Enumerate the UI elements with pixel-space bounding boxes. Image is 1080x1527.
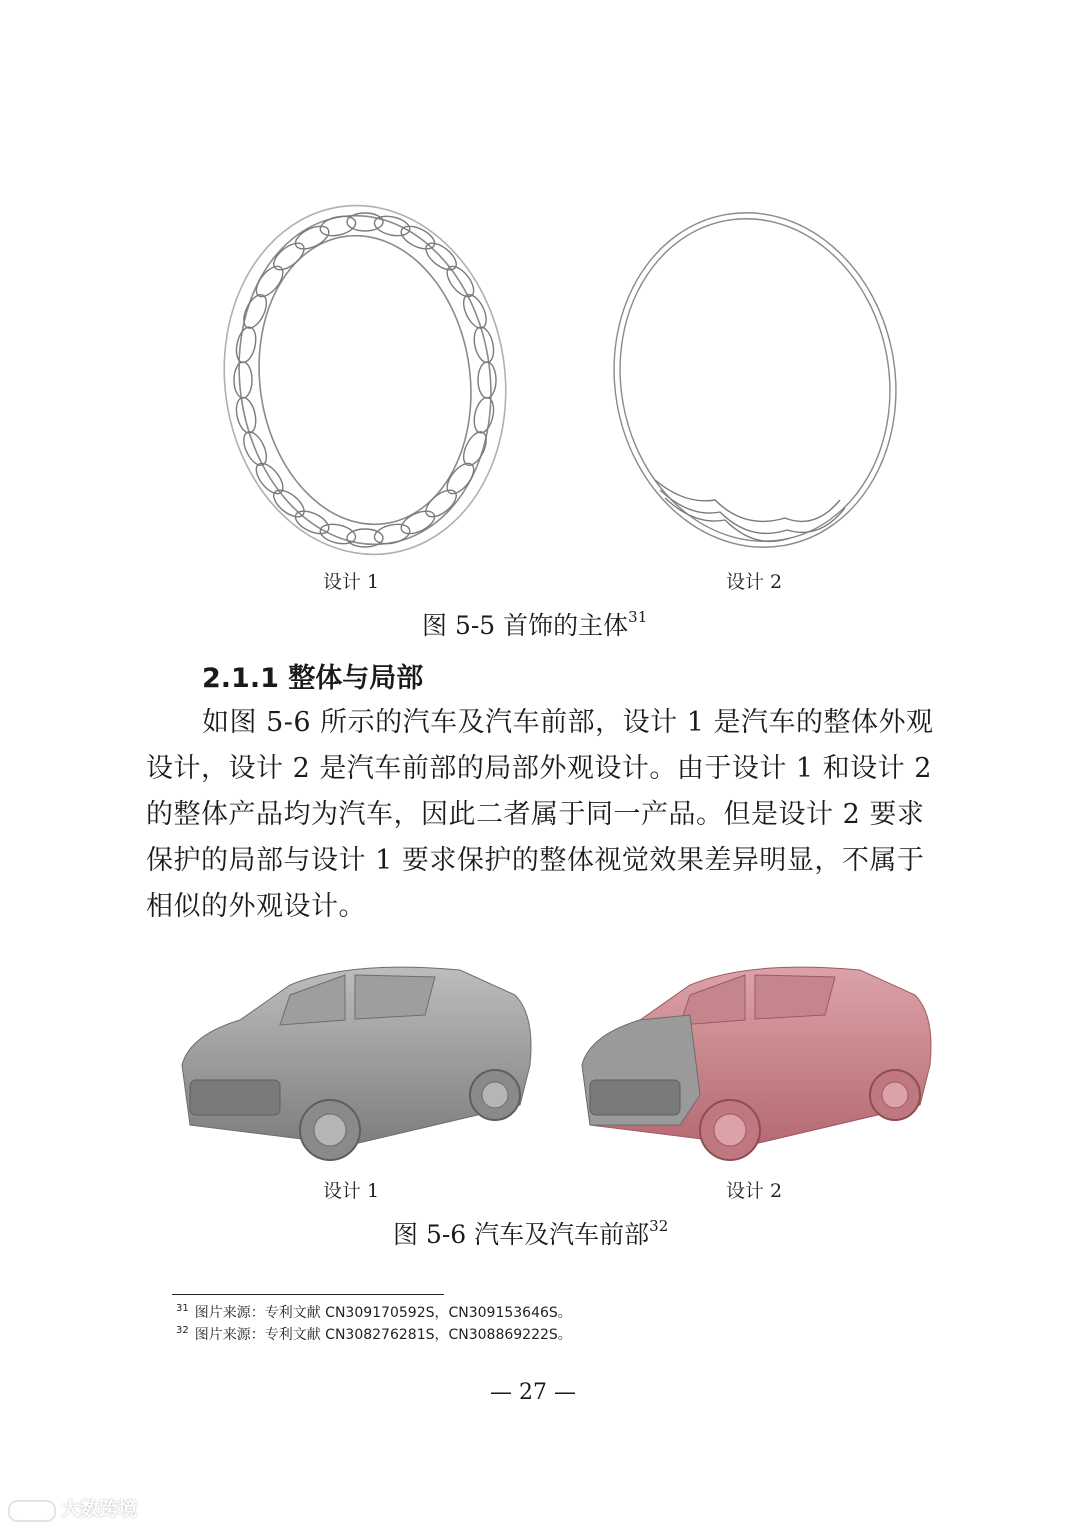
footnote-ref-32: 32 [649,1216,669,1235]
car-design-1-image [170,955,540,1165]
footnote-31 [176,1302,572,1322]
car-design-2-image [570,955,940,1165]
figure-5-6 [160,955,950,1205]
footnote-number: 31 [176,1303,189,1315]
paragraph-line: 相似的外观设计。 [146,891,366,922]
watermark-logo-icon [8,1500,56,1522]
footnote-number: 32 [176,1325,189,1337]
footnote-divider [172,1294,444,1295]
paragraph-line: 保护的局部与设计 1 要求保护的整体视觉效果差异明显，不属于 [146,845,925,876]
necklace-design-2-image [595,200,915,565]
paragraph-line: 如图 5-6 所示的汽车及汽车前部，设计 1 是汽车的整体外观 [202,707,934,738]
figure-5-5-label-1: 设计 1 [323,571,380,593]
section-heading: 2.1.1 整体与局部 [202,663,424,694]
figure-5-5 [195,195,915,615]
footnote-text: 图片来源：专利文献 CN309170592S，CN309153646S。 [194,1305,572,1321]
figure-5-6-caption-text: 图 5-6 汽车及汽车前部 [393,1220,650,1249]
figure-5-5-caption [422,606,647,642]
watermark-text: 大数跨境 [61,1498,138,1520]
footnote-text: 图片来源：专利文献 CN308276281S，CN308869222S。 [194,1327,572,1343]
section-paragraph [146,700,946,930]
footnote-32 [176,1324,572,1344]
footnote-ref-31: 31 [628,607,648,626]
page-number: — 27 — [490,1380,576,1405]
figure-5-6-label-2: 设计 2 [726,1180,783,1202]
figure-5-6-label-1: 设计 1 [323,1180,380,1202]
paragraph-line: 设计，设计 2 是汽车前部的局部外观设计。由于设计 1 和设计 2 [146,753,932,784]
figure-5-6-caption [393,1215,668,1251]
figure-5-5-caption-text: 图 5-5 首饰的主体 [422,611,629,640]
watermark [8,1494,137,1522]
necklace-design-1-image [205,200,525,565]
figure-5-5-label-2: 设计 2 [726,571,783,593]
paragraph-line: 的整体产品均为汽车，因此二者属于同一产品。但是设计 2 要求 [146,799,925,830]
